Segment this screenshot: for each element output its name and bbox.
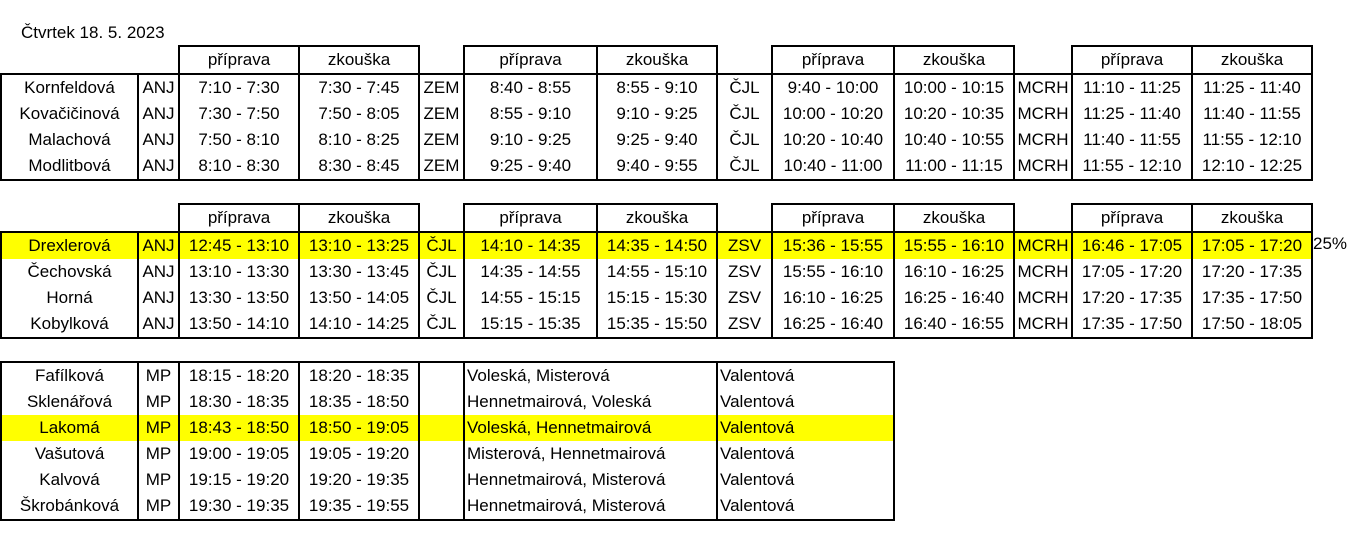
subject: MP — [138, 493, 179, 520]
student-name: Fafílková — [1, 362, 138, 389]
table-row — [1, 467, 894, 493]
prep-time: 18:15 - 18:20 — [179, 362, 299, 389]
prep-time: 14:10 - 14:35 — [464, 232, 597, 259]
exam-time: 10:20 - 10:35 — [894, 101, 1014, 127]
subject: MP — [138, 467, 179, 493]
exam-time: 8:30 - 8:45 — [299, 153, 419, 180]
chair: Valentová — [717, 362, 894, 389]
prep-time: 16:25 - 16:40 — [772, 311, 894, 338]
table-row — [1, 153, 1312, 180]
subject: MP — [138, 441, 179, 467]
prep-time: 11:40 - 11:55 — [1072, 127, 1192, 153]
header-zkouska: zkouška — [597, 204, 717, 232]
exam-time: 9:40 - 9:55 — [597, 153, 717, 180]
subject: MCRH — [1014, 74, 1072, 101]
table-row — [1, 285, 1312, 311]
exam-time: 12:10 - 12:25 — [1192, 153, 1312, 180]
prep-time: 11:10 - 11:25 — [1072, 74, 1192, 101]
prep-time: 16:46 - 17:05 — [1072, 232, 1192, 259]
subject: ČJL — [717, 153, 772, 180]
prep-time: 7:30 - 7:50 — [179, 101, 299, 127]
subject: ZSV — [717, 285, 772, 311]
exam-time: 17:35 - 17:50 — [1192, 285, 1312, 311]
exam-time: 16:10 - 16:25 — [894, 259, 1014, 285]
table-row — [1, 232, 1312, 259]
subject: MCRH — [1014, 232, 1072, 259]
empty-cell — [419, 493, 464, 520]
student-name: Lakomá — [1, 415, 138, 441]
exam-time: 7:30 - 7:45 — [299, 74, 419, 101]
subject: ANJ — [138, 232, 179, 259]
prep-time: 16:10 - 16:25 — [772, 285, 894, 311]
table-row — [1, 441, 894, 467]
chair: Valentová — [717, 441, 894, 467]
prep-time: 9:10 - 9:25 — [464, 127, 597, 153]
examiners: Misterová, Hennetmairová — [464, 441, 717, 467]
header-zkouska: zkouška — [894, 204, 1014, 232]
subject: ZEM — [419, 127, 464, 153]
prep-time: 14:55 - 15:15 — [464, 285, 597, 311]
empty-cell — [419, 467, 464, 493]
spacer — [1014, 46, 1072, 74]
empty-cell — [419, 441, 464, 467]
spacer — [1, 204, 20, 232]
exam-time: 17:20 - 17:35 — [1192, 259, 1312, 285]
subject: ANJ — [138, 259, 179, 285]
exam-time: 10:00 - 10:15 — [894, 74, 1014, 101]
subject: ANJ — [138, 74, 179, 101]
student-name: Malachová — [1, 127, 138, 153]
exam-time: 13:10 - 13:25 — [299, 232, 419, 259]
spacer — [419, 46, 464, 74]
prep-time: 17:35 - 17:50 — [1072, 311, 1192, 338]
exam-time: 19:20 - 19:35 — [299, 467, 419, 493]
student-name: Kovačičinová — [1, 101, 138, 127]
student-name: Kornfeldová — [1, 74, 138, 101]
subject: ČJL — [419, 232, 464, 259]
student-name: Sklenářová — [1, 389, 138, 415]
table-row — [1, 127, 1312, 153]
table-row — [1, 415, 894, 441]
exam-time: 7:50 - 8:05 — [299, 101, 419, 127]
header-priprava: příprava — [1072, 46, 1192, 74]
table-row — [1, 101, 1312, 127]
empty-cell — [419, 362, 464, 389]
subject: ZSV — [717, 232, 772, 259]
subject: MCRH — [1014, 311, 1072, 338]
exam-time: 8:55 - 9:10 — [597, 74, 717, 101]
table-row — [1, 493, 894, 520]
subject: MCRH — [1014, 153, 1072, 180]
chair: Valentová — [717, 415, 894, 441]
student-name: Horná — [1, 285, 138, 311]
prep-time: 10:00 - 10:20 — [772, 101, 894, 127]
spacer — [138, 46, 179, 74]
exam-time: 15:15 - 15:30 — [597, 285, 717, 311]
spacer — [717, 204, 772, 232]
exam-time: 11:00 - 11:15 — [894, 153, 1014, 180]
header-zkouska: zkouška — [1192, 46, 1312, 74]
exam-time: 9:10 - 9:25 — [597, 101, 717, 127]
prep-time: 13:30 - 13:50 — [179, 285, 299, 311]
prep-time: 15:15 - 15:35 — [464, 311, 597, 338]
subject: ZSV — [717, 259, 772, 285]
spacer — [1, 46, 20, 74]
subject: MCRH — [1014, 259, 1072, 285]
exam-time: 18:35 - 18:50 — [299, 389, 419, 415]
schedule-table-mp — [0, 361, 895, 521]
exam-time: 13:50 - 14:05 — [299, 285, 419, 311]
prep-time: 8:40 - 8:55 — [464, 74, 597, 101]
exam-time: 16:40 - 16:55 — [894, 311, 1014, 338]
prep-time: 14:35 - 14:55 — [464, 259, 597, 285]
exam-time: 14:35 - 14:50 — [597, 232, 717, 259]
student-name: Vašutová — [1, 441, 138, 467]
chair: Valentová — [717, 467, 894, 493]
header-zkouska: zkouška — [597, 46, 717, 74]
subject: MCRH — [1014, 101, 1072, 127]
student-name: Čechovská — [1, 259, 138, 285]
spacer — [138, 204, 179, 232]
student-name: Kobylková — [1, 311, 138, 338]
table-row — [1, 74, 1312, 101]
schedule-table-afternoon — [0, 203, 1313, 339]
prep-time: 17:05 - 17:20 — [1072, 259, 1192, 285]
subject: ČJL — [419, 259, 464, 285]
prep-time: 13:50 - 14:10 — [179, 311, 299, 338]
prep-time: 7:10 - 7:30 — [179, 74, 299, 101]
subject: ČJL — [717, 127, 772, 153]
prep-time: 13:10 - 13:30 — [179, 259, 299, 285]
subject: ANJ — [138, 127, 179, 153]
subject: ČJL — [717, 101, 772, 127]
table-row — [1, 259, 1312, 285]
percent-note: 25% — [1313, 234, 1348, 253]
header-row — [1, 46, 1312, 74]
exam-time: 14:55 - 15:10 — [597, 259, 717, 285]
header-priprava: příprava — [179, 46, 299, 74]
subject: ANJ — [138, 311, 179, 338]
exam-time: 15:55 - 16:10 — [894, 232, 1014, 259]
prep-time: 8:10 - 8:30 — [179, 153, 299, 180]
exam-time: 18:20 - 18:35 — [299, 362, 419, 389]
spacer — [20, 46, 138, 74]
prep-time: 11:55 - 12:10 — [1072, 153, 1192, 180]
header-priprava: příprava — [772, 46, 894, 74]
prep-time: 8:55 - 9:10 — [464, 101, 597, 127]
sheet-title: Čtvrtek 18. 5. 2023 — [21, 23, 165, 42]
empty-cell — [419, 389, 464, 415]
exam-time: 18:50 - 19:05 — [299, 415, 419, 441]
header-zkouska: zkouška — [1192, 204, 1312, 232]
table-row — [1, 311, 1312, 338]
exam-time: 11:55 - 12:10 — [1192, 127, 1312, 153]
prep-time: 10:20 - 10:40 — [772, 127, 894, 153]
subject: MCRH — [1014, 127, 1072, 153]
prep-time: 15:55 - 16:10 — [772, 259, 894, 285]
chair: Valentová — [717, 389, 894, 415]
spacer — [419, 204, 464, 232]
examiners: Voleská, Misterová — [464, 362, 717, 389]
subject: MP — [138, 389, 179, 415]
exam-time: 11:40 - 11:55 — [1192, 101, 1312, 127]
exam-time: 16:25 - 16:40 — [894, 285, 1014, 311]
header-row — [1, 204, 1312, 232]
student-name: Škrobánková — [1, 493, 138, 520]
exam-time: 11:25 - 11:40 — [1192, 74, 1312, 101]
subject: ČJL — [419, 311, 464, 338]
prep-time: 7:50 - 8:10 — [179, 127, 299, 153]
examiners: Hennetmairová, Misterová — [464, 467, 717, 493]
exam-time: 17:50 - 18:05 — [1192, 311, 1312, 338]
prep-time: 9:40 - 10:00 — [772, 74, 894, 101]
subject: MP — [138, 362, 179, 389]
subject: ČJL — [419, 285, 464, 311]
header-zkouska: zkouška — [894, 46, 1014, 74]
prep-time: 18:43 - 18:50 — [179, 415, 299, 441]
subject: ČJL — [717, 74, 772, 101]
exam-time: 15:35 - 15:50 — [597, 311, 717, 338]
examiners: Hennetmairová, Misterová — [464, 493, 717, 520]
header-priprava: příprava — [179, 204, 299, 232]
subject: ANJ — [138, 153, 179, 180]
exam-time: 19:05 - 19:20 — [299, 441, 419, 467]
subject: ANJ — [138, 285, 179, 311]
prep-time: 18:30 - 18:35 — [179, 389, 299, 415]
header-zkouska: zkouška — [299, 46, 419, 74]
student-name: Kalvová — [1, 467, 138, 493]
exam-time: 8:10 - 8:25 — [299, 127, 419, 153]
exam-time: 9:25 - 9:40 — [597, 127, 717, 153]
header-priprava: příprava — [464, 204, 597, 232]
subject: MCRH — [1014, 285, 1072, 311]
prep-time: 9:25 - 9:40 — [464, 153, 597, 180]
subject: MP — [138, 415, 179, 441]
spacer — [20, 204, 138, 232]
prep-time: 19:30 - 19:35 — [179, 493, 299, 520]
prep-time: 11:25 - 11:40 — [1072, 101, 1192, 127]
table-row — [1, 389, 894, 415]
chair: Valentová — [717, 493, 894, 520]
prep-time: 10:40 - 11:00 — [772, 153, 894, 180]
exam-time: 19:35 - 19:55 — [299, 493, 419, 520]
header-priprava: příprava — [464, 46, 597, 74]
header-priprava: příprava — [772, 204, 894, 232]
exam-time: 10:40 - 10:55 — [894, 127, 1014, 153]
prep-time: 19:15 - 19:20 — [179, 467, 299, 493]
subject: ZEM — [419, 153, 464, 180]
empty-cell — [419, 415, 464, 441]
prep-time: 19:00 - 19:05 — [179, 441, 299, 467]
header-priprava: příprava — [1072, 204, 1192, 232]
student-name: Modlitbová — [1, 153, 138, 180]
subject: ZEM — [419, 101, 464, 127]
subject: ANJ — [138, 101, 179, 127]
prep-time: 17:20 - 17:35 — [1072, 285, 1192, 311]
exam-time: 13:30 - 13:45 — [299, 259, 419, 285]
subject: ZEM — [419, 74, 464, 101]
spacer — [1014, 204, 1072, 232]
student-name: Drexlerová — [1, 232, 138, 259]
exam-time: 17:05 - 17:20 — [1192, 232, 1312, 259]
examiners: Voleská, Hennetmairová — [464, 415, 717, 441]
schedule-table-morning — [0, 45, 1313, 181]
spacer — [717, 46, 772, 74]
subject: ZSV — [717, 311, 772, 338]
examiners: Hennetmairová, Voleská — [464, 389, 717, 415]
prep-time: 12:45 - 13:10 — [179, 232, 299, 259]
header-zkouska: zkouška — [299, 204, 419, 232]
exam-time: 14:10 - 14:25 — [299, 311, 419, 338]
prep-time: 15:36 - 15:55 — [772, 232, 894, 259]
table-row — [1, 362, 894, 389]
